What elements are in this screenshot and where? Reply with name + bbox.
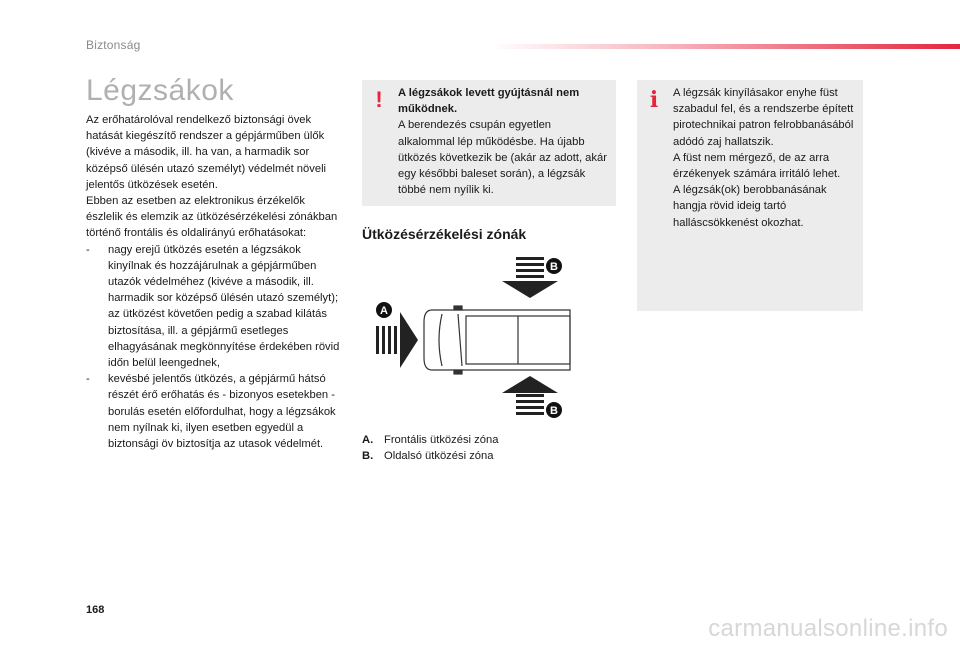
intro-paragraph-1: Az erőhatárolóval rendelkező biztonsági övek hatását kiegészítő rendszer a gépjárműben ülők (kivéve a második, ill. ha van, a harmadik sor középső ülésén utazó személyt) védelmét növeli jelentős ütközések esetén.: [86, 114, 327, 191]
exclamation-icon: !: [375, 87, 383, 112]
collision-zones-heading: Ütközésérzékelési zónák: [362, 226, 527, 242]
list-dash: -: [86, 373, 90, 386]
legend-text: Oldalsó ütközési zóna: [384, 450, 494, 463]
label-b-top-text: B: [550, 261, 558, 273]
van-top-view: [424, 306, 570, 374]
list-item-text: nagy erejű ütközés esetén a légzsákok kinyílnak és hozzájárulnak a gépjárműben utazók védelméhez (kivéve a második, ill. harmadik sor középső ülésén utazó személyt); az ütközést követően pedig a szabad kilátás biztosítása, ill. a gépjármű esetleges elhagyásának megkönnyítése érdekében rövid időn belül leengednek,: [108, 243, 340, 370]
header-accent-bar: [490, 44, 960, 49]
legend-row-b: [362, 448, 612, 464]
label-b-top: [546, 258, 562, 274]
legend-row-a: [362, 432, 612, 448]
intro-paragraph-2: Ebben az esetben az elektronikus érzékelők észlelik és elemzik az ütközésérzékelési zónákban történő frontális és oldalirányú erőhatásokat:: [86, 195, 338, 240]
legend-key: B.: [362, 450, 374, 463]
label-a-text: A: [380, 305, 388, 317]
list-dash: -: [86, 243, 90, 256]
legend-key: A.: [362, 434, 374, 446]
intro-text: [86, 112, 342, 452]
label-a: [376, 302, 392, 318]
list-item: [86, 242, 342, 372]
warning-body: A berendezés csupán egyetlen alkalommal lép működésbe. Ha újabb ütközés következik be (akár az adott, akár egy későbbi baleset során), a légzsák többé nem nyílik ki.: [398, 119, 607, 197]
list-item: [86, 371, 342, 452]
label-b-bottom: [546, 402, 562, 418]
watermark: carmanualsonline.info: [708, 615, 948, 642]
arrow-a: [376, 312, 418, 368]
info-box: [637, 80, 863, 311]
warning-title: A légzsákok levett gyújtásnál nem működnek.: [398, 87, 580, 116]
page-title: Légzsákok: [86, 74, 234, 107]
section-label: Biztonság: [86, 38, 141, 52]
info-paragraph-3: A légzsák(ok) berobbanásának hangja rövid ideig tartó halláscsökkenést okozhat.: [673, 184, 827, 229]
warning-box: [362, 80, 616, 206]
list-item-text: kevésbé jelentős ütközés, a gépjármű hátsó részét érő erőhatás és - bizonyos esetekben - borulás esetén előfordulhat, hogy a légzsákok nem nyílnak ki, ilyen esetben egyedül a biztonsági öv biztosítja az utasok védelmét.: [108, 373, 336, 451]
info-icon: i: [649, 87, 659, 113]
info-paragraph-2: A füst nem mérgező, de az arra érzékenyek számára irritáló lehet.: [673, 151, 841, 181]
legend-text: Frontális ütközési zóna: [384, 434, 499, 446]
info-paragraph-1: A légzsák kinyílásakor enyhe füst szabadul fel, és a rendszerbe épített pirotechnikai patron felrobbanásából adódó zaj hallatszik.: [673, 87, 854, 148]
collision-zones-diagram: [370, 252, 576, 422]
intro-list: [86, 242, 342, 453]
label-b-bottom-text: B: [550, 405, 558, 417]
page-number: 168: [86, 604, 105, 616]
diagram-legend: [362, 432, 612, 464]
